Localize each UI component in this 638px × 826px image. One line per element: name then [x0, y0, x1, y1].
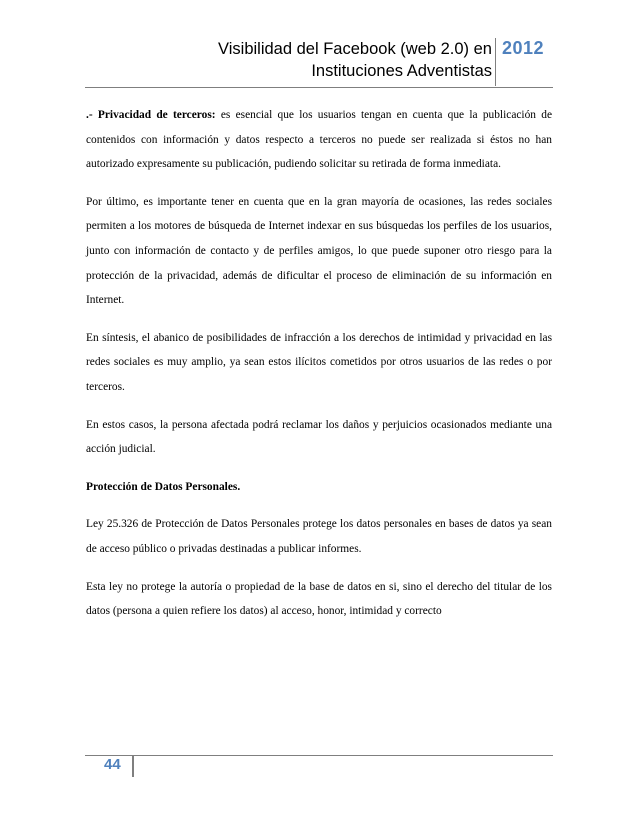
paragraph-text: En estos casos, la persona afectada podrá reclamar los daños y perjuicios ocasionados mediante una acción judicial.: [86, 418, 552, 456]
header-divider: [495, 38, 496, 86]
footer-rule: [85, 755, 553, 756]
paragraph-sintesis: [86, 326, 552, 400]
page-number: 44: [104, 756, 121, 773]
section-heading: [86, 475, 552, 500]
paragraph-ley: [86, 512, 552, 561]
paragraph-lead: .- Privacidad de terceros:: [86, 109, 216, 121]
section-heading-text: Protección de Datos Personales.: [86, 480, 241, 493]
header-title-line-1: Visibilidad del Facebook (web 2.0) en: [218, 40, 492, 58]
paragraph-motores-busqueda: [86, 190, 552, 313]
footer-divider: [132, 755, 134, 777]
paragraph-text: Esta ley no protege la autoría o propiedad de la base de datos en si, sino el derecho del titular de los datos (persona a quien refiere los datos) al acceso, honor, intimidad y correcto: [86, 580, 552, 618]
paragraph-text: es esencial que los usuarios tengan en cuenta que la publicación de contenidos con información y datos respecto a terceros no puede ser realizada si éstos no han autorizado expresamente su publicación, pudiendo solicitar su retirada de forma inmediata.: [86, 109, 552, 171]
paragraph-reclamar: [86, 413, 552, 462]
paragraph-privacidad-terceros: [86, 103, 552, 177]
header-rule: [85, 87, 553, 88]
header-title: [150, 38, 492, 82]
header-year: 2012: [502, 38, 545, 58]
header-title-line-2: Instituciones Adventistas: [311, 62, 492, 80]
paragraph-text: En síntesis, el abanico de posibilidades de infracción a los derechos de intimidad y privacidad en las redes sociales es muy amplio, ya sean estos ilícitos cometidos por otros usuarios de las redes o por terceros.: [86, 331, 552, 393]
paragraph-autoria: [86, 575, 552, 624]
paragraph-text: Ley 25.326 de Protección de Datos Personales protege los datos personales en bases de datos ya sean de acceso público o privadas destinadas a publicar informes.: [86, 518, 552, 555]
body-text: [86, 103, 552, 637]
paragraph-text: Por último, es importante tener en cuenta que en la gran mayoría de ocasiones, las redes sociales permiten a los motores de búsqueda de Internet indexar en sus búsquedas los perfiles de los usuarios, junto con información de contacto y de perfiles amigos, lo que puede suponer otro riesgo para la protección de la privacidad, además de dificultar el proceso de eliminación de su información en Internet.: [86, 195, 552, 307]
